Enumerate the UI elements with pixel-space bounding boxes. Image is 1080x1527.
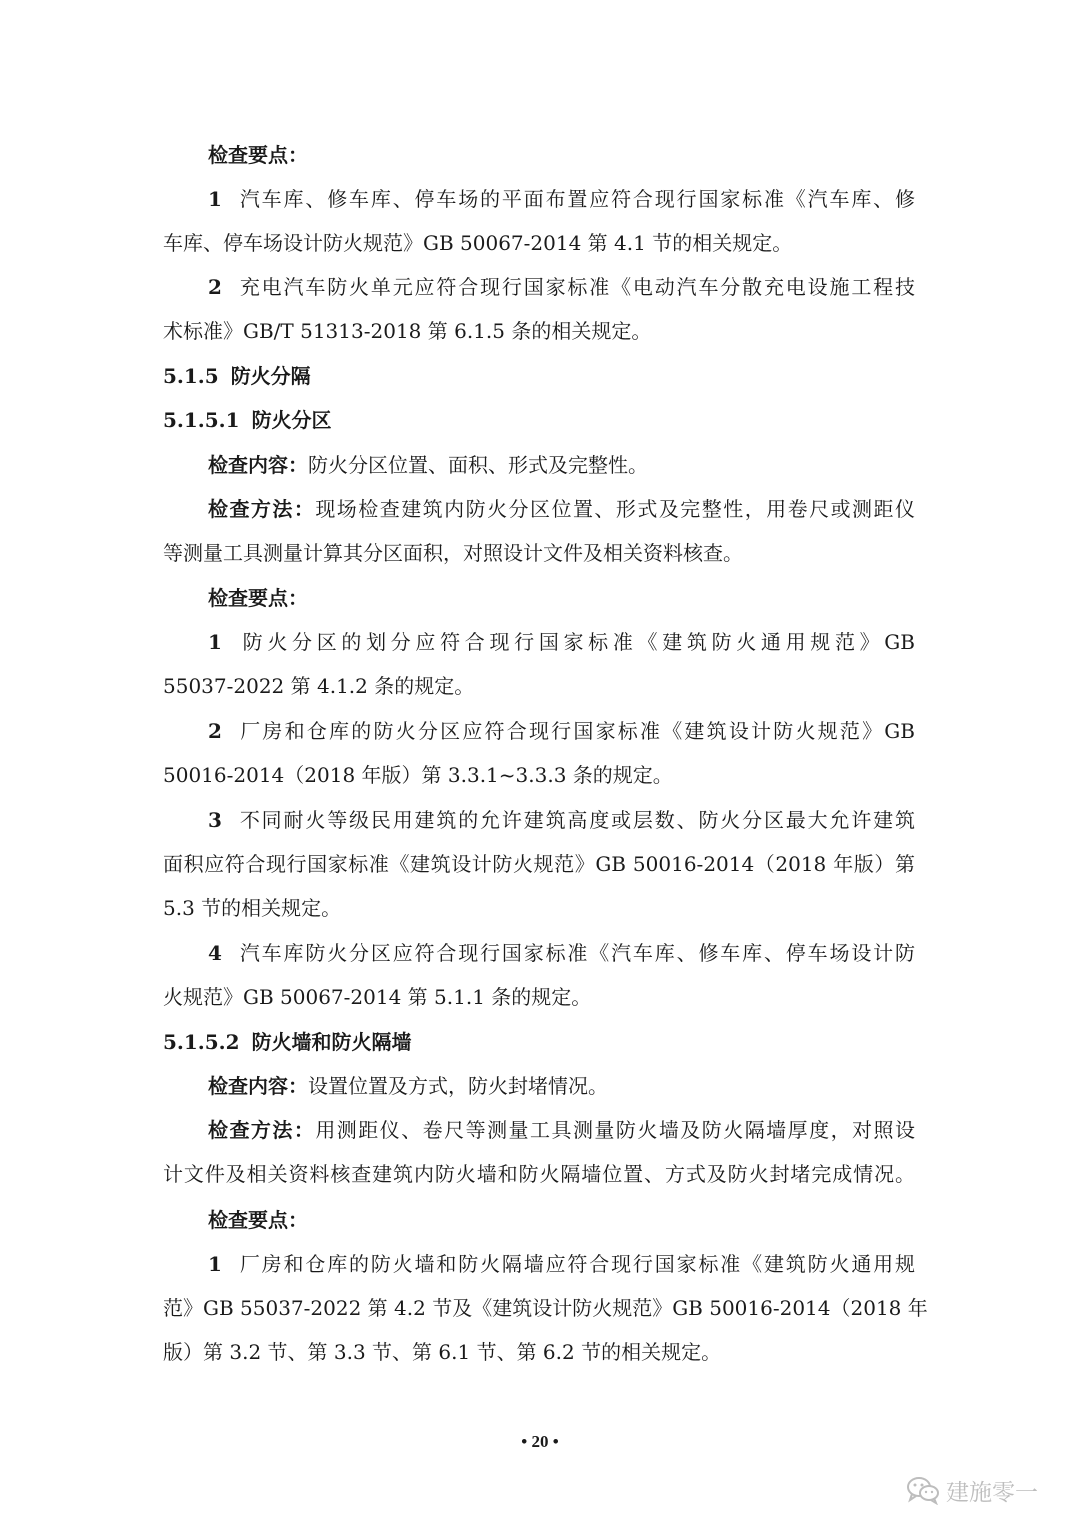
paragraph-line: 范》GB 55037-2022 第 4.2 节及《建筑设计防火规范》GB 50016-2014（2018 年 <box>163 1296 928 1320</box>
wechat-icon <box>906 1475 940 1505</box>
heading-check-points: 检查要点： <box>208 143 308 167</box>
paragraph-line: 5.3 节的相关规定。 <box>163 896 342 920</box>
paragraph-line: 1 防火分区的划分应符合现行国家标准《建筑防火通用规范》GB <box>208 630 915 654</box>
watermark <box>906 1470 1038 1510</box>
heading-check-points: 检查要点： <box>208 586 308 610</box>
paragraph-line: 2 充电汽车防火单元应符合现行国家标准《电动汽车分散充电设施工程技 <box>208 275 915 299</box>
paragraph-line: 检查方法：现场检查建筑内防火分区位置、形式及完整性，用卷尺或测距仪 <box>208 497 915 521</box>
paragraph-line: 3 不同耐火等级民用建筑的允许建筑高度或层数、防火分区最大允许建筑 <box>208 808 915 832</box>
paragraph-line: 检查方法：用测距仪、卷尺等测量工具测量防火墙及防火隔墙厚度，对照设 <box>208 1118 915 1142</box>
paragraph-line: 术标准》GB/T 51313-2018 第 6.1.5 条的相关规定。 <box>163 319 652 343</box>
subsection-heading: 5.1.5.1 防火分区 <box>163 408 332 432</box>
paragraph-line: 55037-2022 第 4.1.2 条的规定。 <box>163 674 475 698</box>
paragraph-line: 检查内容：设置位置及方式，防火封堵情况。 <box>208 1074 608 1098</box>
watermark-text: 建施零一 <box>946 1479 1038 1506</box>
paragraph-line: 车库、停车场设计防火规范》GB 50067-2014 第 4.1 节的相关规定。 <box>163 231 793 255</box>
paragraph-line: 2 厂房和仓库的防火分区应符合现行国家标准《建筑设计防火规范》GB <box>208 719 915 743</box>
section-heading: 5.1.5 防火分隔 <box>163 364 311 388</box>
paragraph-line: 4 汽车库防火分区应符合现行国家标准《汽车库、修车库、停车场设计防 <box>208 941 915 965</box>
page-number: • 20 • <box>521 1432 559 1451</box>
paragraph-line: 1 汽车库、修车库、停车场的平面布置应符合现行国家标准《汽车库、修 <box>208 187 915 211</box>
subsection-heading: 5.1.5.2 防火墙和防火隔墙 <box>163 1030 412 1054</box>
paragraph-line: 版）第 3.2 节、第 3.3 节、第 6.1 节、第 6.2 节的相关规定。 <box>163 1340 722 1364</box>
paragraph-line: 火规范》GB 50067-2014 第 5.1.1 条的规定。 <box>163 985 592 1009</box>
paragraph-line: 检查内容：防火分区位置、面积、形式及完整性。 <box>208 453 648 477</box>
paragraph-line: 50016-2014（2018 年版）第 3.3.1~3.3.3 条的规定。 <box>163 763 673 787</box>
paragraph-line: 等测量工具测量计算其分区面积，对照设计文件及相关资料核查。 <box>163 541 743 565</box>
paragraph-line: 1 厂房和仓库的防火墙和防火隔墙应符合现行国家标准《建筑防火通用规 <box>208 1252 915 1276</box>
heading-check-points: 检查要点： <box>208 1208 308 1232</box>
paragraph-line: 计文件及相关资料核查建筑内防火墙和防火隔墙位置、方式及防火封堵完成情况。 <box>163 1162 915 1186</box>
paragraph-line: 面积应符合现行国家标准《建筑设计防火规范》GB 50016-2014（2018 年版）第 <box>163 852 915 876</box>
